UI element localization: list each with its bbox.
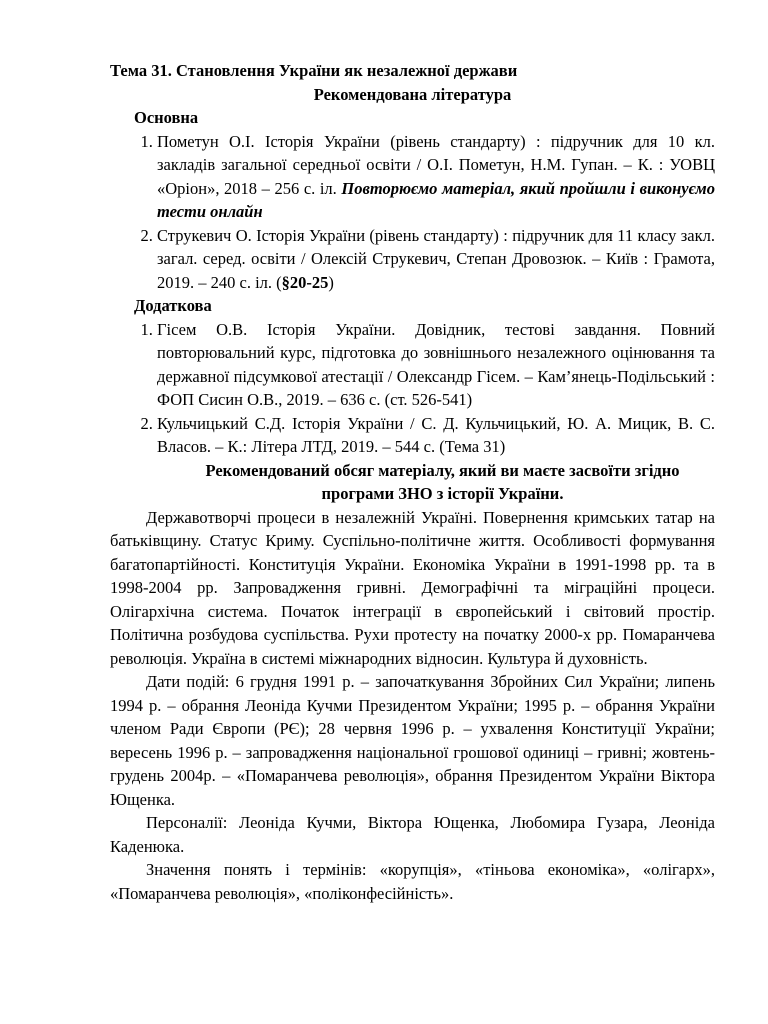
recommended-literature-heading: Рекомендована література — [313, 84, 512, 104]
reference-emphasis: §20-25 — [281, 272, 329, 292]
list-item — [157, 224, 715, 295]
additional-section-heading: Додаткова — [134, 296, 212, 315]
basic-literature-list — [110, 130, 715, 295]
volume-heading: Рекомендований обсяг матеріалу, який ви маєте засвоїти згідно програми ЗНО з історії України. — [205, 460, 680, 503]
dates-paragraph: Дати подій: 6 грудня 1991 р. – започаткування Збройних Сил України; липень 1994 р. – обрання Леоніда Кучми Президентом України; 1995 р. – обрання України членом Ради Європи (РЄ); 28 червня 1996 р. – ухвалення Конституції України; вересень 1996 р. – запровадження національної грошової одиниці – гривні; жовтень-грудень 2004р. – «Помаранчева революція», обрання Президентом України Віктора Ющенка. — [110, 672, 715, 809]
list-item — [157, 318, 715, 412]
reference-text: Гісем О.В. Історія України. Довідник, тестові завдання. Повний повторювальний курс, підготовка до зовнішнього незалежного оцінювання та державної підсумкової атестації / Олександр Гісем. – Кам’янець-Подільський : ФОП Сисин О.В., 2019. – 636 с. (ст. 526-541) — [157, 319, 715, 409]
content-paragraph: Державотворчі процеси в незалежній Україні. Повернення кримських татар на батьківщину. Статус Криму. Суспільно-політичне життя. Особливості формування багатопартійності. Конституція України. Економіка України в 1991-1998 рр. та в 1998-2004 рр. Запровадження гривні. Демографічні та міграційні процеси. Олігархічна система. Початок інтеграції в європейський і світовий простір. Політична розбудова суспільства. Рухи протесту на початку 2000-х рр. Помаранчева революція. Україна в системі міжнародних відносин. Культура й духовність. — [110, 507, 715, 668]
reference-emphasis: Повторюємо матеріал, який пройшли і виконуємо тести онлайн — [157, 178, 715, 221]
reference-tail: ) — [328, 272, 334, 292]
document-page — [110, 59, 715, 905]
reference-text: Кульчицький С.Д. Історія України / С. Д. Кульчицький, Ю. А. Мицик, В. С. Власов. – К.: Літера ЛТД, 2019. – 544 с. (Тема 31) — [157, 413, 715, 456]
list-item — [157, 130, 715, 224]
additional-literature-list — [110, 318, 715, 459]
reference-text: Струкевич О. Історія України (рівень стандарту) : підручник для 11 класу закл. загал. серед. освіти / Олексій Струкевич, Степан Дровозюк. – Київ : Грамота, 2019. – 240 с. іл. ( — [157, 225, 715, 292]
persons-paragraph: Персоналії: Леоніда Кучми, Віктора Ющенка, Любомира Гузара, Леоніда Каденюка. — [110, 813, 715, 856]
terms-paragraph: Значення понять і термінів: «корупція», «тіньова економіка», «олігарх», «Помаранчева революція», «поліконфесійність». — [110, 860, 715, 903]
reference-text: Пометун О.І. Історія України (рівень стандарту) : підручник для 10 кл. закладів загальної середньої освіти / О.І. Пометун, Н.М. Гупан. – К. : УОВЦ «Оріон», 2018 – 256 с. іл. — [157, 131, 715, 198]
basic-section-heading: Основна — [134, 108, 199, 127]
list-item — [157, 412, 715, 459]
topic-title: Тема 31. Становлення України як незалежної держави — [110, 61, 518, 80]
